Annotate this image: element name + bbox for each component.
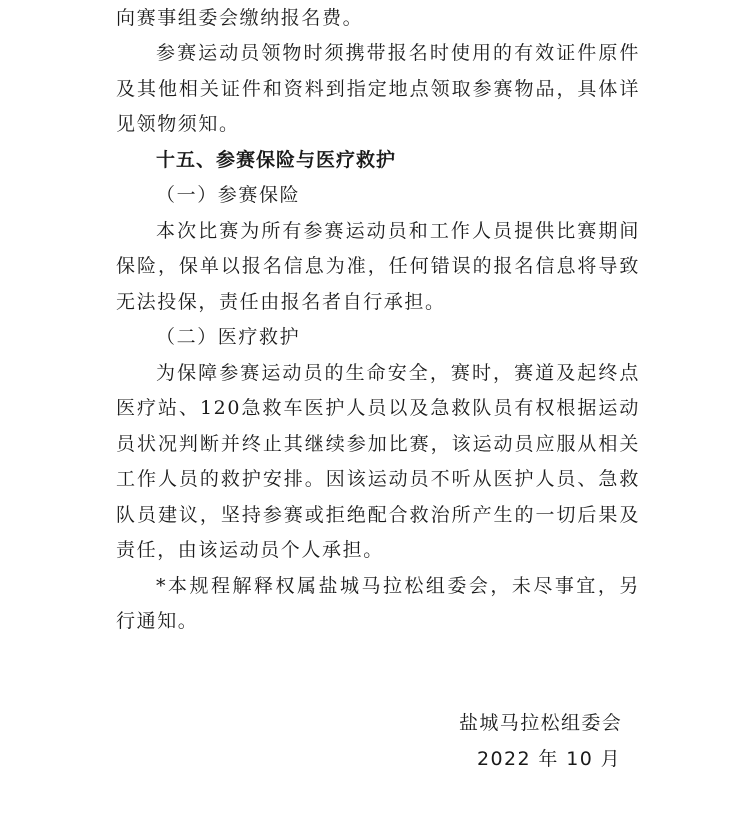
paragraph-medical-rescue: 为保障参赛运动员的生命安全，赛时，赛道及起终点医疗站、120急救车医护人员以及急救队员有权根据运动员状况判断并终止其继续参加比赛，该运动员应服从相关工作人员的救护安排。因该运动员不听从医护人员、急救队员建议，坚持参赛或拒绝配合救治所产生的一切后果及责任，由该运动员个人承担。 — [116, 361, 640, 561]
paragraph-interpretation-note: *本规程解释权属盐城马拉松组委会，未尽事宜，另行通知。 — [116, 574, 640, 632]
document-body — [116, 36, 640, 640]
section-heading-insurance-medical: 十五、参赛保险与医疗救护 — [156, 148, 397, 171]
paragraph-insurance: 本次比赛为所有参赛运动员和工作人员提供比赛期间保险，保单以报名信息为准，任何错误的报名信息将导致无法投保，责任由报名者自行承担。 — [116, 219, 640, 313]
paragraph-item-pickup: 参赛运动员领物时须携带报名时使用的有效证件原件及其他相关证件和资料到指定地点领取参赛物品，具体详见领物须知。 — [116, 42, 640, 135]
paragraph-fee-tail: 向赛事组委会缴纳报名费。 — [116, 7, 364, 29]
subheading-insurance: （一）参赛保险 — [156, 184, 301, 206]
subheading-medical-rescue: （二）医疗救护 — [156, 326, 301, 348]
signature-organizer: 盐城马拉松组委会 — [459, 712, 623, 734]
signature-date: 2022 年 10 月 — [477, 748, 622, 770]
